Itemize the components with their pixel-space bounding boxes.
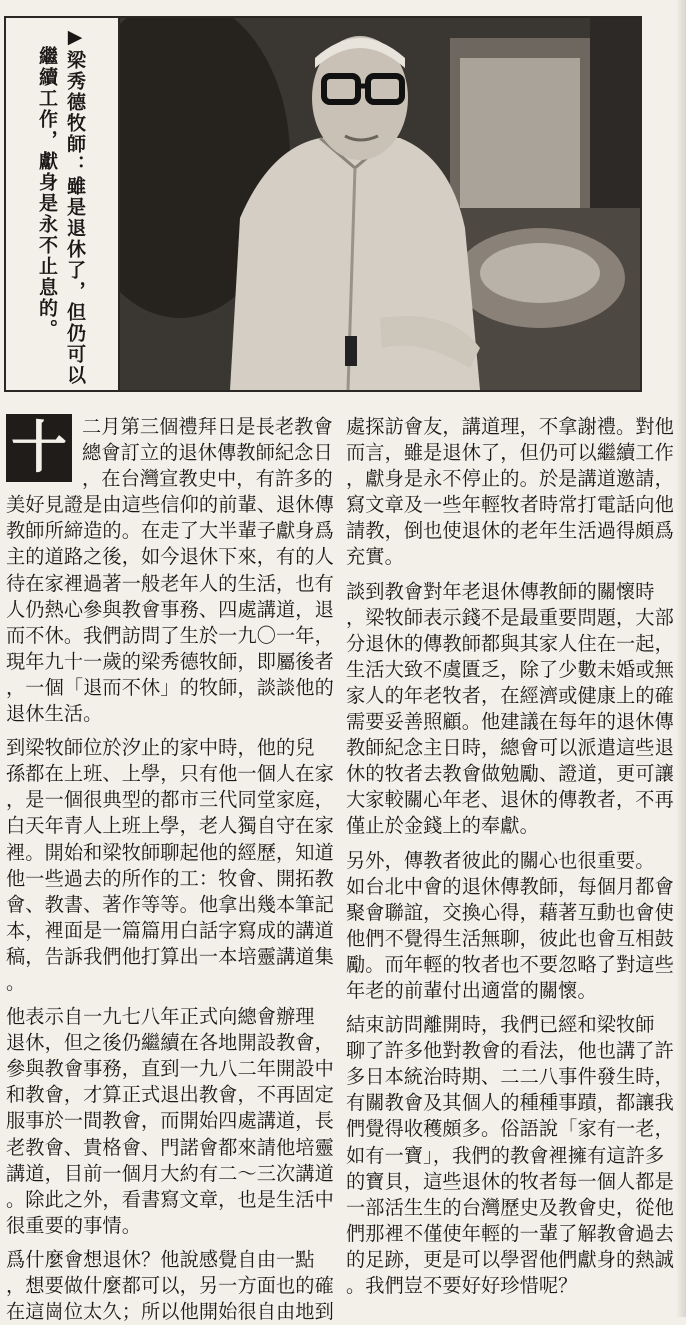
- article-line: 稿，告訴我們他打算出一本培靈講道集: [6, 944, 334, 968]
- article-line: 他一些過去的所作的工：牧會、開拓教: [6, 866, 334, 890]
- article-line: 孫都在上班、上學，只有他一個人在家: [6, 762, 334, 786]
- article-line: 而不休。我們訪問了生於一九〇一年，: [6, 623, 334, 647]
- article-line: 。除此之外，看書寫文章，也是生活中: [6, 1187, 334, 1211]
- article-line: 很重要的事情。: [6, 1213, 142, 1237]
- article-line: 們那裡不僅使年輕的一輩了解教會過去: [346, 1221, 674, 1245]
- article-line: 現年九十一歲的梁秀德牧師，即屬後者: [6, 649, 334, 673]
- article-line: ，一個「退而不休」的牧師，談談他的: [6, 675, 334, 699]
- article-line: 僅止於金錢上的奉獻。: [346, 814, 539, 838]
- paragraph-gap: [346, 1004, 682, 1012]
- article-line: 教師紀念主日時，總會可以派遣這些退: [346, 736, 674, 760]
- article-line: 白天年青人上班上學，老人獨自守在家: [6, 814, 334, 838]
- paragraph-gap: [6, 996, 332, 1004]
- article-line: 裡。開始和梁牧師聊起他的經歷，知道: [6, 840, 334, 864]
- article-line: 處探訪會友，講道理，不拿謝禮。對他: [346, 415, 674, 438]
- article-line: 。: [6, 970, 26, 994]
- article-line: 休的牧者去教會做勉勵、證道，更可讓: [346, 762, 674, 786]
- caption-line-1: ▶梁秀德牧師：雖是退休了，但仍可以: [64, 26, 86, 386]
- article-line: 年老的前輩付出適當的關懷。: [346, 978, 597, 1002]
- article-line: 的寶貝，這些退休的牧者每一個人都是: [346, 1169, 674, 1193]
- article-line: 如台北中會的退休傳教師，每個月都會: [346, 874, 674, 898]
- article-line: 老教會、貴格會、門諾會都來請他培靈: [6, 1135, 334, 1159]
- article-line: 另外，傳教者彼此的關心也很重要。: [346, 848, 655, 872]
- article-line: 在這崗位太久；所以他開始很自由地到: [6, 1300, 334, 1324]
- article-line: 而言，雖是退休了，但仍可以繼續工作: [346, 441, 674, 465]
- article-line: 二月第三個禮拜日是長老教會: [82, 415, 333, 438]
- article-line: 談到教會對年老退休傳教師的關懷時: [346, 579, 655, 603]
- article-line: ，獻身是永不停止的。於是講道邀請，: [346, 467, 674, 491]
- article-line: 需要妥善照顧。他建議在每年的退休傳: [346, 710, 674, 734]
- article-line: 主的道路之後，如今退休下來，有的人: [6, 545, 334, 569]
- photo-caption: [6, 18, 120, 390]
- article-line: 人仍熱心參與教會事務、四處講道，退: [6, 597, 334, 621]
- article-column-left: [6, 414, 332, 1325]
- article-line: 聊了許多他對教會的看法，他也講了許: [346, 1039, 674, 1063]
- article-line: 和教會，才算正式退出教會，不再固定: [6, 1083, 334, 1107]
- article-line: 他表示自一九七八年正式向總會辦理: [6, 1005, 315, 1029]
- article-line: 會、教書、著作等等。他拿出幾本筆記: [6, 892, 334, 916]
- article-line: 有關教會及其個人的種種事蹟，都讓我: [346, 1091, 674, 1115]
- paragraph-gap: [346, 840, 682, 848]
- article-line: 家人的年老牧者，在經濟或健康上的確: [346, 683, 674, 707]
- article-line: 聚會聯誼，交換心得，藉著互動也會使: [346, 900, 674, 924]
- article-line: 生活大致不虞匱乏，除了少數未婚或無: [346, 657, 674, 681]
- article-line: 參與教會事務，直到一九八二年開設中: [6, 1057, 334, 1081]
- article-line: ，是一個很典型的都市三代同堂家庭，: [6, 788, 334, 812]
- article-line: 他們不覺得生活無聊，彼此也會互相鼓: [346, 926, 674, 950]
- article-line: 充實。: [346, 545, 404, 569]
- article-line: 大家較關心年老、退休的傳教者，不再: [346, 788, 674, 812]
- paragraph-gap: [6, 1239, 332, 1247]
- article-line: 。我們豈不要好好珍惜呢？: [346, 1274, 578, 1297]
- article-line: ，梁牧師表示錢不是最重要問題，大部: [346, 605, 674, 629]
- article-line: 的足跡，更是可以學習他們獻身的熱誠: [346, 1247, 674, 1271]
- paragraph-gap: [6, 727, 332, 735]
- article-line: 總會訂立的退休傳教師紀念日: [82, 441, 333, 465]
- article-line: 勵。而年輕的牧者也不要忽略了對這些: [346, 952, 674, 976]
- paragraph-gap: [346, 571, 682, 579]
- article-line: 分退休的傳教師都與其家人住在一起，: [346, 631, 674, 655]
- portrait-photo: [120, 18, 640, 390]
- article-line: ，在台灣宣教史中，有許多的: [82, 467, 333, 491]
- article-line: 爲什麼會想退休？他說感覺自由一點: [6, 1247, 315, 1271]
- article-line: 多日本統治時期、二二八事件發生時，: [346, 1065, 674, 1089]
- article-line: 美好見證是由這些信仰的前輩、退休傳: [6, 493, 334, 517]
- article-line: 到梁牧師位於汐止的家中時，他的兒: [6, 736, 315, 760]
- photo-with-caption: [4, 16, 642, 392]
- article-line: 講道，目前一個月大約有二～三次講道: [6, 1161, 334, 1185]
- article-line: 待在家裡過著一般老年人的生活，也有: [6, 571, 334, 595]
- article-line: 請教，倒也使退休的老年生活過得頗爲: [346, 519, 674, 543]
- article-line: 本，裡面是一篇篇用白話字寫成的講道: [6, 918, 334, 942]
- article-line: 一部活生生的台灣歷史及教會史，從他: [346, 1195, 674, 1219]
- article-line: ，想要做什麼都可以，另一方面也的確: [6, 1274, 334, 1297]
- article-line: 們覺得收穫頗多。俗語說「家有一老，: [346, 1117, 674, 1141]
- article-column-right: [346, 414, 682, 1299]
- article-line: 退休，但之後仍繼續在各地開設教會，: [6, 1031, 334, 1055]
- article-line: 如有一寶」，我們的教會裡擁有這許多: [346, 1143, 665, 1167]
- article-line: 寫文章及一些年輕牧者時常打電話向他: [346, 493, 674, 517]
- article-line: 教師所締造的。在走了大半輩子獻身爲: [6, 519, 334, 543]
- article-line: 服事於一間教會，而開始四處講道，長: [6, 1109, 334, 1133]
- drop-cap: 十: [6, 414, 72, 482]
- page-edge-shadow: [676, 0, 686, 1317]
- article-line: 結束訪問離開時，我們已經和梁牧師: [346, 1013, 655, 1037]
- article-line: 退休生活。: [6, 702, 103, 726]
- caption-line-2: 繼續工作，獻身是永不止息的。: [36, 46, 58, 340]
